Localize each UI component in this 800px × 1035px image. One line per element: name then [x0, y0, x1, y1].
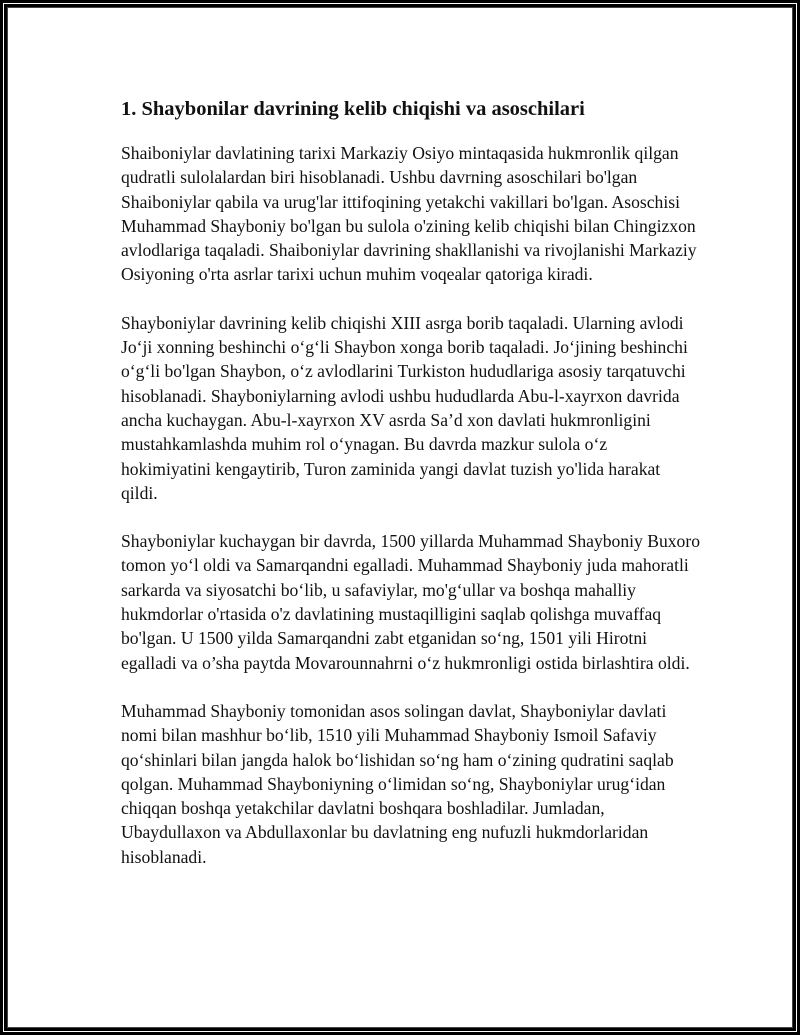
document-body	[121, 96, 701, 893]
paragraph-4: Muhammad Shayboniy tomonidan asos solingan davlat, Shayboniylar davlati nomi bilan mashhur bo‘lib, 1510 yili Muhammad Shayboniy Ismoil Safaviy qo‘shinlari bilan jangda halok bo‘lishidan so‘ng ham o‘zining qudratini saqlab qolgan. Muhammad Shayboniyning o‘limidan so‘ng, Shayboniylar urug‘idan chiqqan boshqa yetakchilar davlatni boshqara boshladilar. Jumladan, Ubaydullaxon va Abdullaxonlar bu davlatning eng nufuzli hukmdorlaridan hisoblanadi.	[121, 700, 674, 867]
section-heading: 1. Shaybonilar davrining kelib chiqishi va asoschilari	[121, 98, 585, 120]
paragraph-3: Shayboniylar kuchaygan bir davrda, 1500 yillarda Muhammad Shayboniy Buxoro tomon yo‘l oldi va Samarqandni egalladi. Muhammad Shayboniy juda mahoratli sarkarda va siyosatchi bo‘lib, u safaviylar, mo'g‘ullar va boshqa mahalliy hukmdorlar o'rtasida o'z davlatining mustaqilligini saqlab qolishga muvaffaq bo'lgan. U 1500 yilda Samarqandni zabt etganidan so‘ng, 1501 yili Hirotni egalladi va o’sha paytda Movarounnahrni o‘z hukmronligi ostida birlashtira oldi.	[121, 531, 701, 673]
paragraph-1: Shaiboniylar davlatining tarixi Markaziy Osiyo mintaqasida hukmronlik qilgan qudratli sulolalardan biri hisoblanadi. Ushbu davrning asoschilari bo'lgan Shaiboniylar qabila va urug'lar ittifoqining yetakchi vakillari bo'lgan. Asoschisi Muhammad Shayboniy bo'lgan bu sulola o'zining kelib chiqishi bilan Chingizxon avlodlariga taqaladi. Shaiboniylar davrining shakllanishi va rivojlanishi Markaziy Osiyoning o'rta asrlar tarixi uchun muhim voqealar qatoriga kiradi.	[121, 143, 697, 285]
paragraph-2: Shayboniylar davrining kelib chiqishi XIII asrga borib taqaladi. Ularning avlodi Jo‘ji xonning beshinchi o‘g‘li Shaybon xonga borib taqaladi. Jo‘jining beshinchi o‘g‘li bo'lgan Shaybon, o‘z avlodlarini Turkiston hududlariga asosiy tarqatuvchi hisoblanadi. Shayboniylarning avlodi ushbu hududlarda Abu-l-xayrxon davrida ancha kuchaygan. Abu-l-xayrxon XV asrda Sa’d xon davlati hukmronligini mustahkamlashda muhim rol o‘ynagan. Bu davrda mazkur sulola o‘z hokimiyatini kengaytirib, Turon zaminida yangi davlat tuzish yo'lida harakat qildi.	[121, 312, 688, 503]
